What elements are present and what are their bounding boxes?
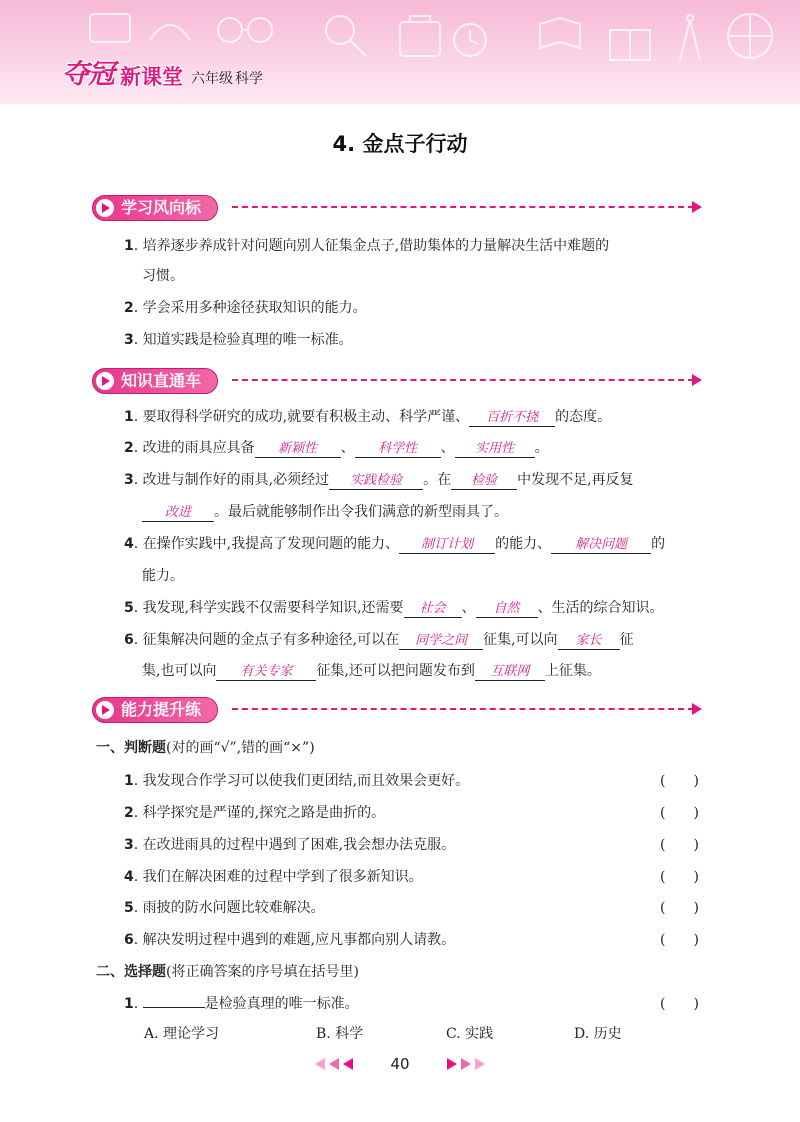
answer-blank: 社会	[404, 600, 462, 618]
section-pill: 知识直通车	[92, 368, 218, 394]
answer-paren[interactable]: ( )	[660, 869, 699, 885]
answer-blank: 实践检验	[329, 472, 423, 490]
arrow-icon	[692, 201, 702, 213]
answer-paren[interactable]: ( )	[660, 773, 699, 789]
judge-item-2: 2. 科学探究是严谨的,探究之路是曲折的。	[124, 805, 386, 821]
section-header-learning-goals	[92, 195, 712, 221]
answer-paren[interactable]: ( )	[660, 932, 699, 948]
judge-item-1: 1. 我发现合作学习可以使我们更团结,而且效果会更好。	[124, 773, 470, 789]
page-number: 40	[390, 1054, 410, 1073]
section-header-knowledge	[92, 368, 712, 394]
dashed-rule	[232, 206, 694, 208]
dashed-rule	[232, 379, 694, 381]
answer-blank: 制订计划	[399, 536, 495, 554]
option-d[interactable]: D. 历史	[574, 1026, 622, 1042]
answer-blank: 改进	[142, 504, 214, 522]
option-a[interactable]: A. 理论学习	[144, 1026, 220, 1042]
play-icon	[96, 372, 114, 390]
knowledge-1: 1. 要取得科学研究的成功,就要有积极主动、科学严谨、 百折不挠 的态度。	[124, 409, 612, 425]
section-pill: 学习风向标	[92, 195, 218, 221]
knowledge-4-cont: 能力。	[142, 568, 184, 584]
play-icon	[96, 701, 114, 719]
knowledge-4: 4. 在操作实践中,我提高了发现问题的能力、 制订计划 的能力、 解决问题 的	[124, 536, 666, 552]
arrow-icon	[692, 703, 702, 715]
option-b[interactable]: B. 科学	[316, 1026, 364, 1042]
section-pill: 能力提升练	[92, 697, 218, 723]
goal-1: 1. 培养逐步养成针对问题向别人征集金点子,借助集体的力量解决生活中难题的	[124, 238, 610, 254]
answer-paren[interactable]: ( )	[660, 837, 699, 853]
answer-blank: 新颖性	[255, 440, 341, 458]
brand-main: 夺冠	[62, 59, 114, 90]
answer-blank: 互联网	[475, 663, 545, 681]
prev-arrows-icon	[315, 1058, 361, 1070]
answer-blank: 百折不挠	[469, 409, 555, 427]
answer-paren[interactable]: ( )	[660, 900, 699, 916]
answer-blank: 检验	[451, 472, 517, 490]
goal-3: 3. 知道实践是检验真理的唯一标准。	[124, 332, 353, 348]
grade-label: 六年级	[191, 71, 233, 87]
judge-item-3: 3. 在改进雨具的过程中遇到了困难,我会想办法克服。	[124, 837, 456, 853]
choice-question-1: 1. 是检验真理的唯一标准。	[124, 996, 359, 1012]
page-title: 4. 金点子行动	[332, 132, 468, 156]
next-arrows-icon	[439, 1058, 485, 1070]
header-banner	[0, 0, 800, 104]
judge-item-4: 4. 我们在解决困难的过程中学到了很多新知识。	[124, 869, 423, 885]
judge-item-5: 5. 雨披的防水问题比较难解决。	[124, 900, 325, 916]
judge-item-6: 6. 解决发明过程中遇到的难题,应凡事都向别人请教。	[124, 932, 456, 948]
answer-blank: 同学之间	[399, 632, 483, 650]
page-footer	[0, 1053, 800, 1073]
answer-paren[interactable]: ( )	[660, 996, 699, 1012]
judge-heading: 一、判断题(对的画“√”,错的画“×”)	[96, 740, 315, 756]
answer-blank: 科学性	[355, 440, 441, 458]
knowledge-3: 3. 改进与制作好的雨具,必须经过 实践检验 。在 检验 中发现不足,再反复	[124, 472, 634, 488]
knowledge-3-cont: 改进 。最后就能够制作出令我们满意的新型雨具了。	[142, 502, 732, 522]
subject-label: 科学	[235, 71, 263, 87]
answer-blank: 实用性	[455, 440, 535, 458]
answer-blank: 有关专家	[216, 663, 316, 681]
play-icon	[96, 199, 114, 217]
answer-blank: 解决问题	[551, 536, 651, 554]
goal-1-cont: 习惯。	[142, 268, 184, 284]
choice-heading: 二、选择题(将正确答案的序号填在括号里)	[96, 964, 359, 980]
answer-blank: 自然	[476, 600, 538, 618]
knowledge-6-cont: 集,也可以向 有关专家 征集,还可以把问题发布到 互联网 上征集。	[142, 663, 601, 679]
answer-paren[interactable]: ( )	[660, 805, 699, 821]
goal-2: 2. 学会采用多种途径获取知识的能力。	[124, 300, 367, 316]
brand-sub: 新课堂	[120, 65, 183, 89]
arrow-icon	[692, 374, 702, 386]
knowledge-5: 5. 我发现,科学实践不仅需要科学知识,还需要 社会 、 自然 、生活的综合知识。	[124, 600, 664, 616]
option-c[interactable]: C. 实践	[446, 1026, 494, 1042]
dashed-rule	[232, 708, 694, 710]
knowledge-6: 6. 征集解决问题的金点子有多种途径,可以在 同学之间 征集,可以向 家长 征	[124, 632, 634, 648]
answer-blank: 家长	[558, 632, 620, 650]
knowledge-2: 2. 改进的雨具应具备 新颖性 、 科学性 、 实用性 。	[124, 440, 549, 456]
fill-blank[interactable]	[143, 1007, 205, 1008]
section-header-practice	[92, 697, 712, 723]
brand-logo	[62, 52, 263, 91]
